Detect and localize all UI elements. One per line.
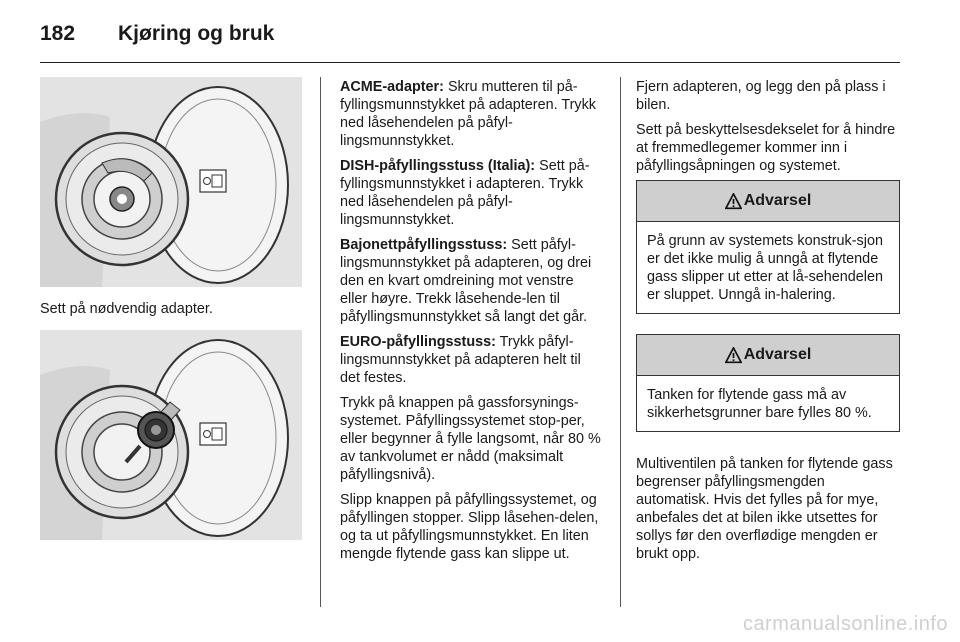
warning-text-2: Tanken for flytende gass må av sikkerhetsgrunner bare fylles 80 %. <box>647 387 872 421</box>
warning-title-1: Advarsel <box>743 192 812 209</box>
column-divider-1 <box>320 77 321 607</box>
text-euro: Trykk påfyl-lingsmunnstykket på adapteren helt til det festes. <box>340 334 581 386</box>
page-number: 182 <box>40 22 76 45</box>
header-rule <box>40 62 900 63</box>
warning-header-1 <box>637 181 899 222</box>
warning-text-1: På grunn av systemets konstruk-sjon er det ikke mulig å unngå at flytende gass slipper ut etter at lå-sehendelen er sluppet. Unngå in-halering. <box>647 233 883 303</box>
paragraph-dish <box>340 157 604 229</box>
term-acme: ACME-adapter: <box>340 79 444 95</box>
warning-title-2: Advarsel <box>743 346 812 363</box>
text-dish: Sett på-fyllingsmunnstykket i adapteren. Trykk ned låsehendelen på påfyl-lingsmunnstykket. <box>340 158 590 228</box>
text-acme: Skru mutteren til på-fyllingsmunnstykket på adapteren. Trykk ned låsehendelen på påfyl-lingsmunnstykket. <box>340 79 596 149</box>
warning-header-2 <box>637 335 899 376</box>
paragraph-euro <box>340 333 604 387</box>
paragraph-protective-cover: Sett på beskyttelsesdekselet for å hindre at fremmedlegemer kommer inn i påfyllingsåpningen og systemet. <box>636 122 896 174</box>
watermark: carmanualsonline.info <box>742 613 948 635</box>
term-bayonet: Bajonettpåfyllingsstuss: <box>340 237 508 253</box>
paragraph-multivalve: Multiventilen på tanken for flytende gass begrenser påfyllingsmengden automatisk. Hvis det fylles på for mye, anbefales det at bilen ikke utsettes for sollys før den overflødige mengden er brukt opp. <box>636 456 893 562</box>
page-title: Kjøring og bruk <box>118 22 275 45</box>
instructions-column <box>340 78 604 570</box>
fuel-filler-illustration-2 <box>40 330 302 540</box>
term-euro: EURO-påfyllingsstuss: <box>340 334 496 350</box>
paragraph-press-button: Trykk på knappen på gassforsynings-systemet. Påfyllingssystemet stop-per, eller begynner å fylle langsomt, når 80 % av tankvolumet er nådd (maksimalt påfyllingsnivå). <box>340 395 601 483</box>
paragraph-acme <box>340 78 604 150</box>
term-dish: DISH-påfyllingsstuss (Italia): <box>340 158 536 174</box>
warning-triangle-icon <box>725 193 742 210</box>
warning-box-2 <box>636 334 900 432</box>
paragraph-release-button: Slipp knappen på påfyllingssystemet, og påfyllingen stopper. Slipp låsehen-delen, og ta ut påfyllingsmunnstykket. En liten mengde flytende gass kan slippe ut. <box>340 492 599 562</box>
warning-triangle-icon <box>725 347 742 364</box>
paragraph-remove-adapter: Fjern adapteren, og legg den på plass i bilen. <box>636 79 886 113</box>
column-divider-2 <box>620 77 621 607</box>
warning-box-1 <box>636 180 900 314</box>
figure-caption: Sett på nødvendig adapter. <box>40 301 213 317</box>
text-bayonet: Sett påfyl-lingsmunnstykket på adapteren, og drei den en kvart omdreining mot venstre eller høyre. Trekk låsehende-len til påfyllingsmunnstykket så langt det går. <box>340 237 592 325</box>
intro-block <box>636 78 902 182</box>
outro-block <box>636 455 902 570</box>
page-header <box>40 22 900 50</box>
fuel-filler-illustration-1 <box>40 77 302 287</box>
paragraph-bayonet <box>340 236 604 326</box>
